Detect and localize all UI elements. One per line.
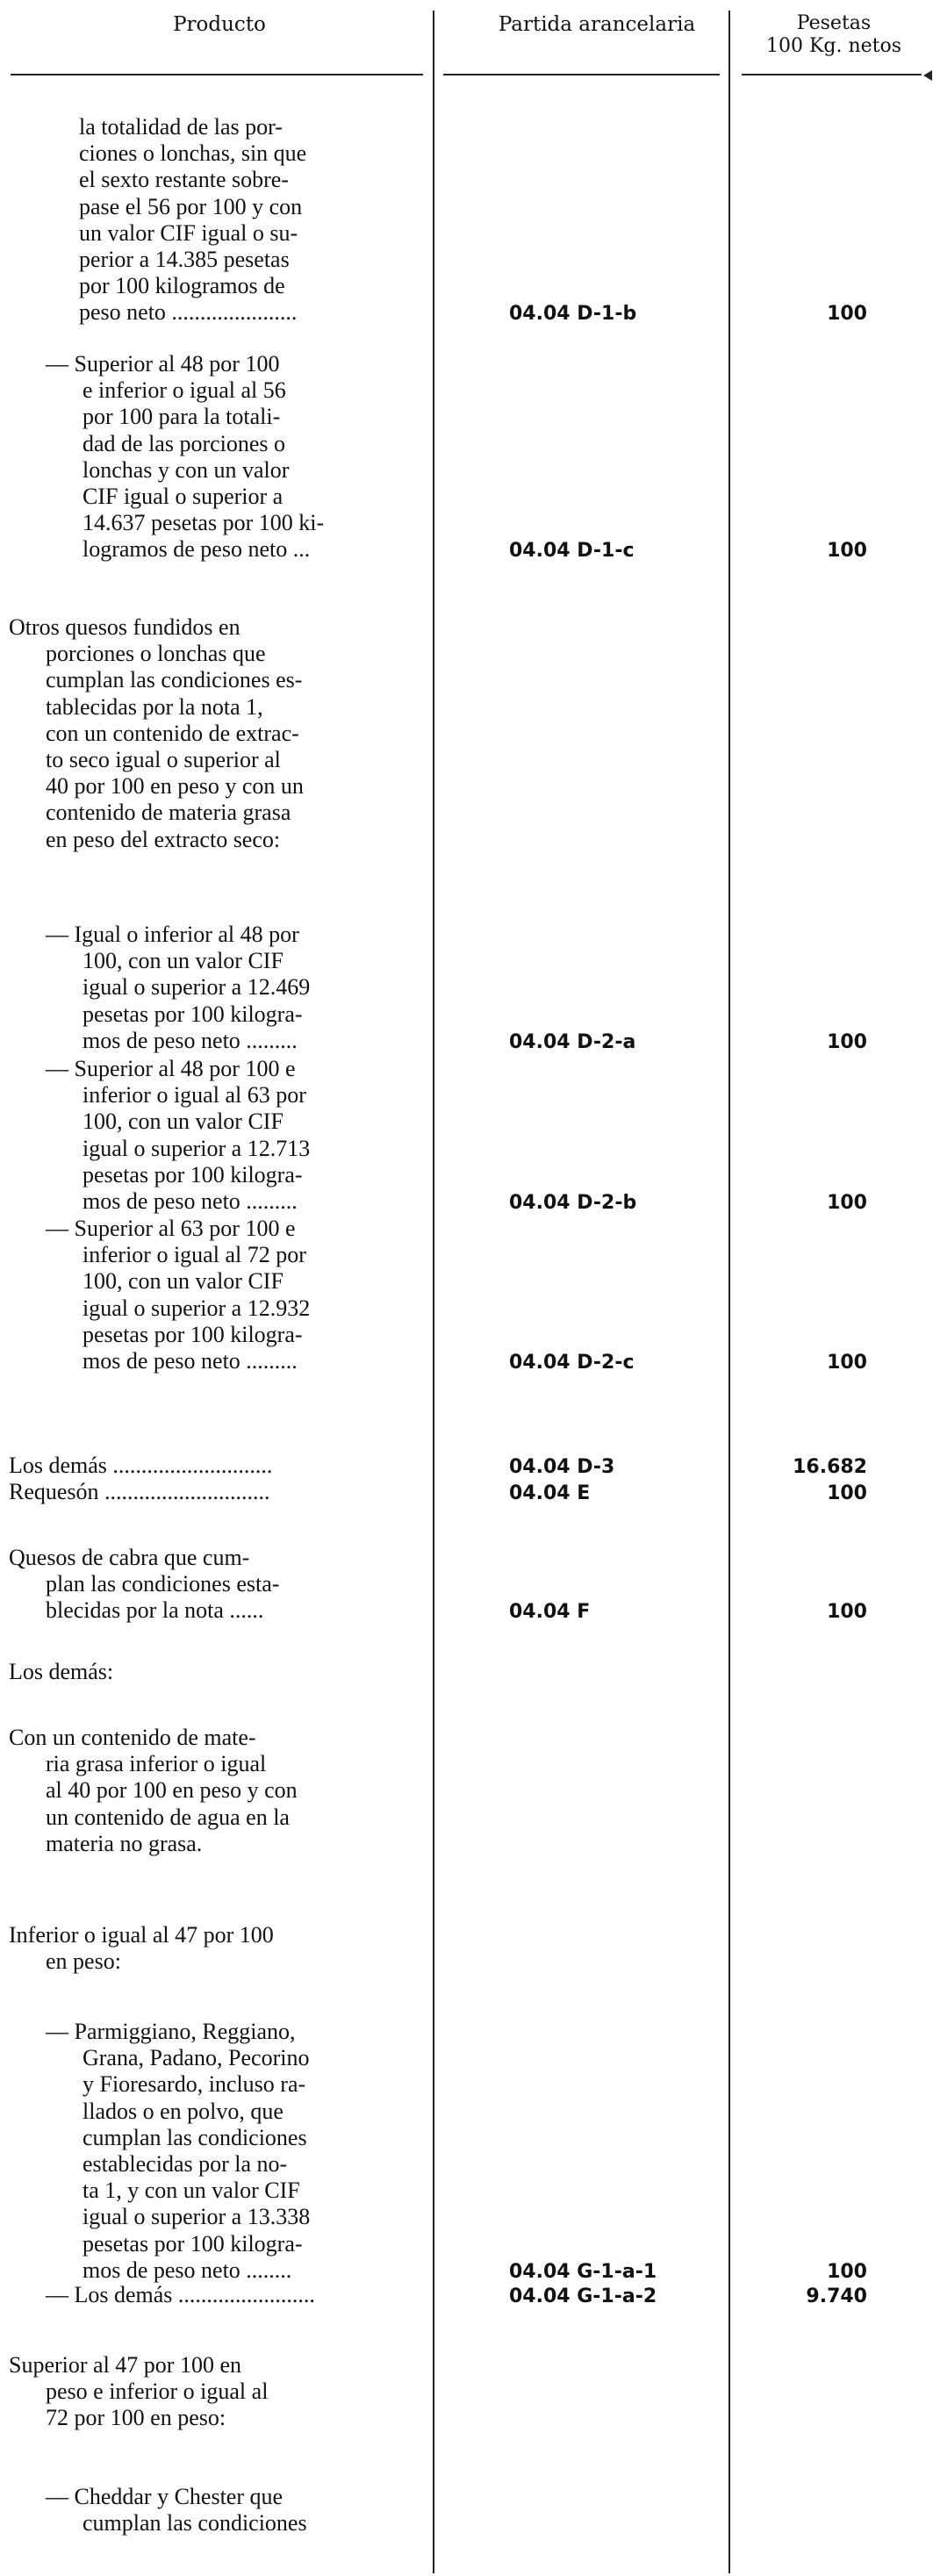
description-line: pesetas por 100 kilogra-	[83, 1001, 303, 1027]
product-description	[9, 351, 426, 563]
description-line: logramos de peso neto ...	[83, 536, 311, 563]
description-line: Superior al 47 por 100 en	[9, 2352, 242, 2378]
tariff-code: 04.04 D-2-a	[509, 1030, 636, 1053]
description-line: el sexto restante sobre-	[79, 167, 289, 193]
product-description	[9, 922, 426, 1054]
description-line: to seco igual o superior al	[46, 747, 281, 773]
product-description	[9, 1216, 426, 1374]
price-pesetas: 100	[827, 1352, 867, 1374]
description-line: perior a 14.385 pesetas	[79, 247, 290, 273]
description-line: la totalidad de las por-	[79, 114, 283, 140]
price-pesetas: 100	[827, 1192, 867, 1214]
description-line: dad de las porciones o	[83, 430, 286, 456]
column-divider-left	[433, 11, 434, 2573]
header-rule-partida	[443, 74, 720, 75]
description-line: — Los demás ........................	[46, 2282, 315, 2307]
description-line: mos de peso neto ........	[83, 2257, 292, 2283]
header-rule-producto	[11, 74, 423, 75]
product-description	[9, 2484, 426, 2537]
description-line: llados o en polvo, que	[83, 2098, 283, 2124]
tariff-code: 04.04 E	[509, 1482, 591, 1504]
description-line: y Fioresardo, incluso ra-	[83, 2071, 306, 2098]
description-line: ria grasa inferior o igual	[46, 1751, 267, 1777]
product-description	[9, 614, 426, 853]
description-line: — Superior al 48 por 100 e	[46, 1056, 296, 1081]
description-line: igual o superior a 12.932	[83, 1295, 311, 1321]
description-line: establecidas por la no-	[83, 2151, 288, 2178]
description-line: pesetas por 100 kilogra-	[83, 2230, 303, 2257]
description-line: pase el 56 por 100 y con	[79, 193, 303, 219]
header-partida-arancelaria: Partida arancelaria	[498, 13, 696, 36]
product-description	[9, 2352, 426, 2432]
header-rule-pesetas	[742, 74, 922, 75]
product-description	[9, 1479, 426, 1505]
price-pesetas: 100	[827, 303, 867, 326]
description-line: — Parmiggiano, Reggiano,	[46, 2019, 296, 2044]
description-line: cumplan las condiciones	[83, 2510, 307, 2537]
description-line: igual o superior a 12.713	[83, 1135, 311, 1161]
price-pesetas: 16.682	[793, 1456, 867, 1478]
tariff-code: 04.04 D-2-b	[509, 1192, 637, 1214]
description-line: igual o superior a 13.338	[83, 2204, 311, 2230]
description-line: Quesos de cabra que cum-	[9, 1545, 250, 1570]
description-line: en peso del extracto seco:	[46, 826, 281, 852]
price-pesetas: 100	[827, 1601, 867, 1624]
column-divider-right	[728, 11, 730, 2573]
description-line: pesetas por 100 kilogra-	[83, 1161, 303, 1188]
description-line: porciones o lonchas que	[46, 641, 266, 667]
description-line: Con un contenido de mate-	[9, 1725, 256, 1750]
description-line: contenido de materia grasa	[46, 800, 291, 826]
description-line: con un contenido de extrac-	[46, 720, 299, 746]
header-producto: Producto	[173, 13, 266, 36]
description-line: 14.637 pesetas por 100 ki-	[83, 510, 325, 536]
header-pesetas	[742, 12, 926, 58]
tariff-code: 04.04 G-1-a-2	[509, 2285, 657, 2307]
description-line: — Igual o inferior al 48 por	[46, 922, 299, 947]
description-line: tablecidas por la nota 1,	[46, 693, 263, 720]
description-line: Los demás ............................	[9, 1453, 273, 1478]
description-line: 100, con un valor CIF	[83, 948, 283, 974]
description-line: en peso:	[46, 1948, 121, 1975]
description-line: ciones o lonchas, sin que	[79, 140, 307, 167]
product-description	[9, 2282, 426, 2308]
price-pesetas: 100	[827, 1482, 867, 1504]
price-pesetas: 9.740	[806, 2285, 867, 2307]
description-line: plan las condiciones esta-	[46, 1571, 280, 1597]
tariff-code: 04.04 D-3	[509, 1456, 615, 1478]
description-line: 100, con un valor CIF	[83, 1268, 283, 1295]
description-line: Inferior o igual al 47 por 100	[9, 1922, 274, 1948]
description-line: ta 1, y con un valor CIF	[83, 2178, 300, 2204]
description-line: mos de peso neto .........	[83, 1188, 298, 1215]
product-description	[9, 1659, 426, 1685]
description-line: 72 por 100 en peso:	[46, 2405, 226, 2431]
tariff-code: 04.04 F	[509, 1601, 591, 1624]
description-line: pesetas por 100 kilogra-	[83, 1321, 303, 1347]
description-line: inferior o igual al 63 por	[83, 1082, 306, 1109]
description-line: igual o superior a 12.469	[83, 974, 311, 1001]
description-line: por 100 kilogramos de	[79, 273, 285, 299]
price-pesetas: 100	[827, 540, 867, 563]
description-line: por 100 para la totali-	[83, 404, 281, 430]
description-line: mos de peso neto .........	[83, 1348, 298, 1374]
header-pesetas-line1: Pesetas	[796, 12, 872, 34]
tariff-code: 04.04 D-1-b	[509, 303, 637, 326]
product-description	[9, 1725, 426, 1857]
description-line: inferior o igual al 72 por	[83, 1242, 306, 1268]
header-pesetas-line2: 100 Kg. netos	[765, 35, 902, 57]
description-line: Grana, Padano, Pecorino	[83, 2045, 310, 2071]
description-line: blecidas por la nota ......	[46, 1597, 264, 1624]
description-line: al 40 por 100 en peso y con	[46, 1777, 298, 1804]
description-line: — Cheddar y Chester que	[46, 2484, 283, 2509]
tariff-code: 04.04 G-1-a-1	[509, 2260, 657, 2283]
product-description	[9, 1453, 426, 1479]
price-pesetas: 100	[827, 1030, 867, 1053]
description-line: materia no grasa.	[46, 1830, 203, 1856]
description-line: lonchas y con un valor	[83, 456, 290, 483]
product-description	[9, 114, 426, 326]
description-line: un contenido de agua en la	[46, 1804, 290, 1830]
description-line: mos de peso neto .........	[83, 1027, 298, 1053]
tariff-code: 04.04 D-2-c	[509, 1352, 635, 1374]
description-line: un valor CIF igual o su-	[79, 219, 298, 246]
description-line: CIF igual o superior a	[83, 484, 283, 510]
description-line: Otros quesos fundidos en	[9, 614, 240, 640]
description-line: e inferior o igual al 56	[83, 377, 286, 404]
description-line: peso e inferior o igual al	[46, 2379, 269, 2405]
description-line: peso neto ......................	[79, 299, 298, 326]
product-description	[9, 1545, 426, 1625]
description-line: cumplan las condiciones	[83, 2124, 307, 2150]
description-line: cumplan las condiciones es-	[46, 667, 303, 693]
description-line: Los demás:	[9, 1659, 114, 1684]
description-line: — Superior al 63 por 100 e	[46, 1216, 296, 1241]
description-line: 100, con un valor CIF	[83, 1109, 283, 1135]
header-arrow-mark	[923, 70, 932, 81]
description-line: 40 por 100 en peso y con un	[46, 773, 304, 800]
product-description	[9, 2019, 426, 2284]
price-pesetas: 100	[827, 2260, 867, 2283]
product-description	[9, 1922, 426, 1975]
description-line: Requesón .............................	[9, 1479, 270, 1504]
tariff-code: 04.04 D-1-c	[509, 540, 635, 563]
description-line: — Superior al 48 por 100	[46, 351, 280, 377]
product-description	[9, 1056, 426, 1215]
